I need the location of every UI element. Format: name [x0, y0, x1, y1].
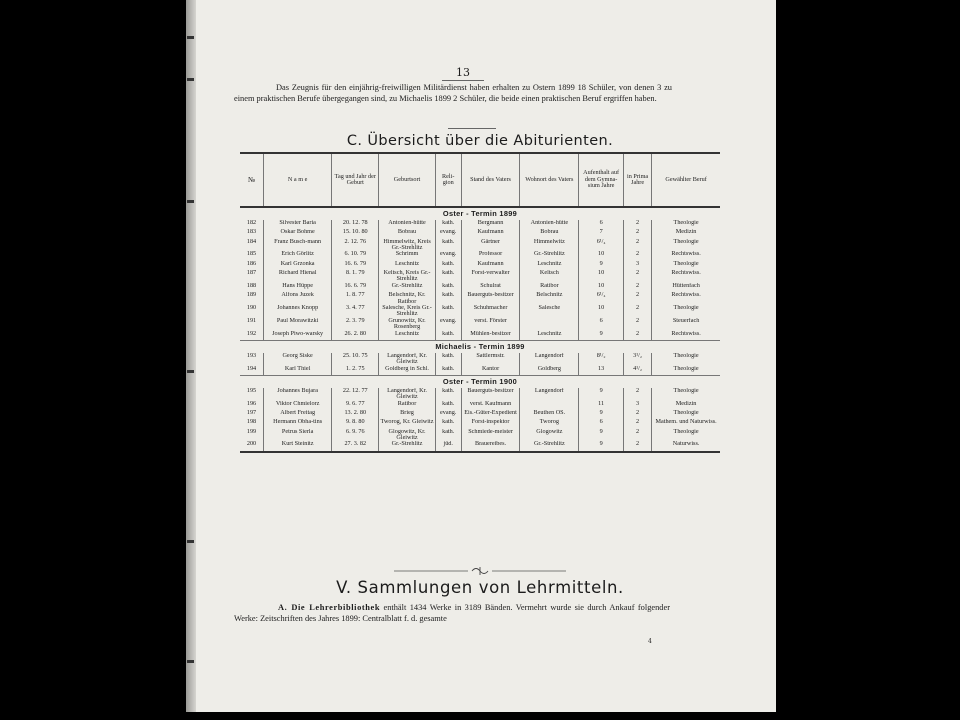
table-cell: Mathem. und Naturwiss.	[652, 419, 720, 428]
table-cell: 187	[246, 270, 257, 276]
column-header: №	[240, 153, 264, 207]
table-row	[240, 292, 720, 305]
table-cell: Leschnitz	[379, 261, 435, 270]
column-header: Tag und Jahr der Geburt	[332, 153, 379, 207]
page-number-rule	[442, 80, 484, 81]
table-cell: 3¹/₂	[623, 353, 651, 366]
table-cell: Johannes Bujara	[264, 388, 332, 401]
table-cell: 6	[579, 220, 624, 229]
page-binding	[186, 0, 196, 712]
table-cell: Gärtner	[461, 239, 520, 252]
table-cell: kath.	[435, 220, 461, 229]
table-cell: 2	[623, 283, 651, 292]
table-cell: Grunowitz, Kr. Rosenberg	[379, 318, 435, 331]
table-cell: 186	[246, 260, 257, 267]
table-cell: 9	[579, 261, 624, 270]
table-cell: 199	[246, 428, 257, 435]
table-cell: Albert Freitag	[264, 410, 332, 419]
table-row	[240, 419, 720, 428]
table-cell: Naturwiss.	[652, 441, 720, 451]
table-cell: kath.	[435, 305, 461, 318]
table-cell: 10	[579, 251, 624, 260]
footer-mark: 4	[648, 638, 652, 645]
table-row	[240, 353, 720, 366]
table-cell: 15. 10. 80	[332, 229, 379, 238]
column-header: Wohnort des Vaters	[520, 153, 579, 207]
table-cell: Kaufmann	[461, 261, 520, 270]
section-v-paragraph	[234, 602, 670, 624]
table-row	[240, 220, 720, 229]
table-cell: 2	[623, 388, 651, 401]
table-cell: 6	[579, 318, 624, 331]
table-cell: 2	[623, 292, 651, 305]
table-cell: Theologie	[652, 239, 720, 252]
section-title: Oster - Termin 1900	[240, 375, 720, 388]
table-cell: 6	[579, 419, 624, 428]
table-cell: kath.	[435, 331, 461, 341]
table-row	[240, 401, 720, 410]
page-number: 13	[456, 66, 470, 79]
binding-hole	[187, 36, 194, 39]
table-row	[240, 305, 720, 318]
table-cell: 13. 2. 80	[332, 410, 379, 419]
table-cell: Forst-verwalter	[461, 270, 520, 283]
table-cell: Viktor Chmielorz	[264, 401, 332, 410]
table-row	[240, 283, 720, 292]
table-cell: 184	[246, 238, 257, 245]
table-cell: 8. 1. 79	[332, 270, 379, 283]
table-cell: 2	[623, 270, 651, 283]
table-cell: Theologie	[652, 366, 720, 376]
table-cell: 9. 8. 80	[332, 419, 379, 428]
table-cell: Kaufmann	[461, 229, 520, 238]
table-cell: Keltsch, Kreis Gr.-Strehlitz	[379, 270, 435, 283]
table-cell: Langendorf, Kr. Gleiwitz	[379, 388, 435, 401]
table-section-row	[240, 207, 720, 220]
table-cell: Theologie	[652, 261, 720, 270]
table-row	[240, 410, 720, 419]
table-cell: 6¹/₄	[579, 239, 624, 252]
table-cell: 3	[623, 401, 651, 410]
table-cell: 4¹/₂	[623, 366, 651, 376]
table-cell: 2. 12. 76	[332, 239, 379, 252]
table-cell: Theologie	[652, 388, 720, 401]
table-cell: Langendorf	[520, 353, 579, 366]
table-cell: Schulrat	[461, 283, 520, 292]
table-cell: 9	[579, 429, 624, 442]
table-cell: kath.	[435, 270, 461, 283]
table-cell: 6¹/₄	[579, 292, 624, 305]
table-cell: Silvester Baria	[264, 220, 332, 229]
table-cell: 16. 6. 79	[332, 261, 379, 270]
table-cell: Oskar Bohme	[264, 229, 332, 238]
table-cell: Theologie	[652, 410, 720, 419]
table-cell: 9	[579, 331, 624, 341]
table-cell: Keltsch	[520, 270, 579, 283]
table-cell: Leschnitz	[379, 331, 435, 341]
table-cell: Gr.-Strehlitz	[379, 283, 435, 292]
table-cell: Schmiede-meister	[461, 429, 520, 442]
table-row	[240, 239, 720, 252]
table-cell: kath.	[435, 239, 461, 252]
table-cell: Karl Grzonka	[264, 261, 332, 270]
table-cell: evang.	[435, 318, 461, 331]
table-cell: 1. 2. 75	[332, 366, 379, 376]
table-cell: evang.	[435, 229, 461, 238]
table-cell: kath.	[435, 292, 461, 305]
table-cell: Franz Busch-mann	[264, 239, 332, 252]
intro-text: Das Zeugnis für den einjährig-freiwilligen Militärdienst haben erhalten zu Ostern 1899 18 Schüler, von denen 3 zu einem praktischen Berufe übergegangen sind, zu Michaelis 1899 2 Schüler, die beide einen praktischen Beruf ergriffen haben.	[234, 83, 672, 103]
binding-hole	[187, 78, 194, 81]
table-row	[240, 331, 720, 341]
table-cell: 191	[246, 317, 257, 324]
table-section-row	[240, 340, 720, 353]
table-cell: 2	[623, 305, 651, 318]
table-cell: Eis.-Güter-Expedient	[461, 410, 520, 419]
table-cell: 20. 12. 78	[332, 220, 379, 229]
table-cell: 190	[246, 304, 257, 311]
table-cell: 26. 2. 80	[332, 331, 379, 341]
table-cell	[520, 318, 579, 331]
table-cell: 182	[246, 220, 257, 226]
table-row	[240, 318, 720, 331]
table-cell: Georg Siske	[264, 353, 332, 366]
table-cell: Gr.-Strehlitz	[379, 441, 435, 451]
binding-hole	[187, 200, 194, 203]
table-cell: 192	[246, 330, 257, 337]
table-cell: kath.	[435, 353, 461, 366]
table-cell: Karl Thiel	[264, 366, 332, 376]
table-cell: 188	[246, 282, 257, 289]
table-cell: kath.	[435, 366, 461, 376]
table-cell: 27. 3. 82	[332, 441, 379, 451]
table-cell: Joseph Piwo-warsky	[264, 331, 332, 341]
heading-rule	[448, 128, 496, 129]
table-cell: 196	[246, 400, 257, 407]
table-cell: Salesche	[520, 305, 579, 318]
table-cell: kath.	[435, 429, 461, 442]
table-cell: Mühlen-besitzer	[461, 331, 520, 341]
table-cell: Steuerfach	[652, 318, 720, 331]
table-cell: 195	[246, 387, 257, 394]
table-cell: Himmelwitz	[520, 239, 579, 252]
table-cell: 9	[579, 441, 624, 451]
table-cell: Glogowitz	[520, 429, 579, 442]
table-cell: Bergmann	[461, 220, 520, 229]
table-cell: Theologie	[652, 353, 720, 366]
column-header: Stand des Vaters	[461, 153, 520, 207]
table-cell: Ratibor	[379, 401, 435, 410]
binding-hole	[187, 370, 194, 373]
ornament-divider	[390, 564, 570, 578]
column-header: N a m e	[264, 153, 332, 207]
table-cell: Erich Görlitz	[264, 251, 332, 260]
table-cell: Leschnitz	[520, 261, 579, 270]
table-cell: Kurt Steinitz	[264, 441, 332, 451]
column-header: Reli- gion	[435, 153, 461, 207]
table-cell: 2	[623, 229, 651, 238]
abiturienten-table	[240, 152, 720, 453]
table-cell: Ratibor	[520, 283, 579, 292]
section-v-text: enthält 1434 Werke in 3189 Bänden. Vermehrt wurde sie durch Ankauf folgender Werke: Zeitschriften des Jahres 1899: Centralblatt f. d. gesamte	[234, 603, 670, 623]
table-cell: Goldberg in Schl.	[379, 366, 435, 376]
table-cell: Forst-inspektor	[461, 419, 520, 428]
table-row	[240, 441, 720, 451]
table-cell: 2	[623, 220, 651, 229]
table-cell: kath.	[435, 261, 461, 270]
table-row	[240, 229, 720, 238]
table-cell: Theologie	[652, 305, 720, 318]
binding-hole	[187, 540, 194, 543]
table-cell: Bauerguts-besitzer	[461, 388, 520, 401]
table-cell: 6. 10. 79	[332, 251, 379, 260]
table-cell: kath.	[435, 419, 461, 428]
table-cell: Bobrau	[379, 229, 435, 238]
table-cell: 3	[623, 261, 651, 270]
table-cell: Antonien-hütte	[520, 220, 579, 229]
table-cell: Paul Morawitzki	[264, 318, 332, 331]
table-cell: 2	[623, 318, 651, 331]
table-cell: 2	[623, 410, 651, 419]
table-cell: Tworog	[520, 419, 579, 428]
table-cell: Kantor	[461, 366, 520, 376]
table-cell: Schuhmacher	[461, 305, 520, 318]
section-c-heading: C. Übersicht über die Abiturienten.	[346, 133, 614, 149]
table-row	[240, 261, 720, 270]
table-cell: 193	[246, 352, 257, 359]
table-cell: Hans Hüppe	[264, 283, 332, 292]
table-cell: Himmelwitz, Kreis Gr.-Strehlitz	[379, 239, 435, 252]
table-cell: kath.	[435, 401, 461, 410]
table-cell: Johannes Knopp	[264, 305, 332, 318]
table-cell: 2	[623, 331, 651, 341]
table-cell: verst. Förster	[461, 318, 520, 331]
table-cell: Langendorf	[520, 388, 579, 401]
table-cell: 1. 8. 77	[332, 292, 379, 305]
table-cell: Hüttenfach	[652, 283, 720, 292]
table-cell: 2	[623, 419, 651, 428]
table-cell: Alfons Juzek	[264, 292, 332, 305]
column-header: Gewählter Beruf	[652, 153, 720, 207]
table-cell: Gr.-Strehlitz	[520, 251, 579, 260]
table-header-row	[240, 153, 720, 207]
table-cell: 10	[579, 283, 624, 292]
table-cell: Leschnitz	[520, 331, 579, 341]
table-row	[240, 429, 720, 442]
table-cell: 198	[246, 419, 257, 426]
table-cell: Medizin	[652, 401, 720, 410]
table-cell: Hermann Obha-tins	[264, 419, 332, 428]
column-header: Geburtsort	[379, 153, 435, 207]
table-cell: Brieg	[379, 410, 435, 419]
table-cell: Gr.-Strehlitz	[520, 441, 579, 451]
table-cell: kath.	[435, 283, 461, 292]
table-cell: 8¹/₂	[579, 353, 624, 366]
table-cell: 2	[623, 441, 651, 451]
table-cell: 9. 6. 77	[332, 401, 379, 410]
table-cell: Petrus Sierla	[264, 429, 332, 442]
table-cell: Professor	[461, 251, 520, 260]
table-row	[240, 251, 720, 260]
table-cell: Belschnitz, Kr. Ratibor	[379, 292, 435, 305]
table-cell: 25. 10. 75	[332, 353, 379, 366]
table-row	[240, 366, 720, 376]
column-header: in Prima Jahre	[623, 153, 651, 207]
table-cell: 9	[579, 410, 624, 419]
section-v-label: A. Die Lehrerbibliothek	[278, 603, 381, 612]
table-cell: Salesche, Kreis Gr.-Strehlitz	[379, 305, 435, 318]
table-cell: Sattlermstr.	[461, 353, 520, 366]
intro-paragraph	[234, 82, 672, 104]
table-cell: Richard Hienal	[264, 270, 332, 283]
table-cell: 22. 12. 77	[332, 388, 379, 401]
table-cell: Tworog, Kr. Gleiwitz	[379, 419, 435, 428]
table-cell: Rechtswiss.	[652, 331, 720, 341]
table-section-row	[240, 375, 720, 388]
table-cell: Goldberg	[520, 366, 579, 376]
table-cell: evang.	[435, 251, 461, 260]
table-cell: Schrimm	[379, 251, 435, 260]
table-cell: Beuthen OS.	[520, 410, 579, 419]
table-row	[240, 270, 720, 283]
table-cell: Bobrau	[520, 229, 579, 238]
table-cell: 16. 6. 79	[332, 283, 379, 292]
table-cell: 13	[579, 366, 624, 376]
column-header: Aufenthalt auf dem Gymna- sium Jahre	[579, 153, 624, 207]
table-cell: 189	[246, 292, 257, 299]
section-title: Michaelis - Termin 1899	[240, 340, 720, 353]
table-cell: evang.	[435, 410, 461, 419]
table-cell: Langendorf, Kr. Gleiwitz	[379, 353, 435, 366]
table-cell: Antonien-hütte	[379, 220, 435, 229]
section-title: Oster - Termin 1899	[442, 208, 518, 218]
table-cell: 10	[579, 270, 624, 283]
table-cell: 3. 4. 77	[332, 305, 379, 318]
table-cell: 197	[246, 410, 257, 417]
table-cell: Rechtswiss.	[652, 270, 720, 283]
section-v-heading: V. Sammlungen von Lehrmitteln.	[336, 578, 624, 597]
document-page	[186, 0, 776, 712]
table-cell: 2	[623, 251, 651, 260]
table-cell: 185	[246, 251, 257, 258]
table-cell: 9	[579, 388, 624, 401]
table-cell: Brauereibes.	[461, 441, 520, 451]
table-cell: 2. 3. 79	[332, 318, 379, 331]
table-cell: 10	[579, 305, 624, 318]
table-cell: jüd.	[435, 441, 461, 451]
table-cell: 6. 9. 76	[332, 429, 379, 442]
table-cell: 11	[579, 401, 624, 410]
table-cell: 194	[246, 365, 257, 372]
table-cell: kath.	[435, 388, 461, 401]
ornament-flourish	[472, 567, 488, 575]
table-cell: Glogowitz, Kr. Gleiwitz	[379, 429, 435, 442]
table-cell: Medizin	[652, 229, 720, 238]
table-cell: verst. Kaufmann	[461, 401, 520, 410]
table-cell: Bauerguts-besitzer	[461, 292, 520, 305]
table-cell: Belschnitz	[520, 292, 579, 305]
table-cell: Theologie	[652, 429, 720, 442]
table-cell: 7	[579, 229, 624, 238]
binding-hole	[187, 660, 194, 663]
table-cell: 2	[623, 239, 651, 252]
table-cell: Rechtswiss.	[652, 292, 720, 305]
table-cell	[520, 401, 579, 410]
table-cell: Theologie	[652, 220, 720, 229]
table-cell: 2	[623, 429, 651, 442]
table-cell: Rechtswiss.	[652, 251, 720, 260]
table-cell: 200	[240, 441, 264, 451]
table-row	[240, 388, 720, 401]
table-cell: 183	[246, 229, 257, 236]
